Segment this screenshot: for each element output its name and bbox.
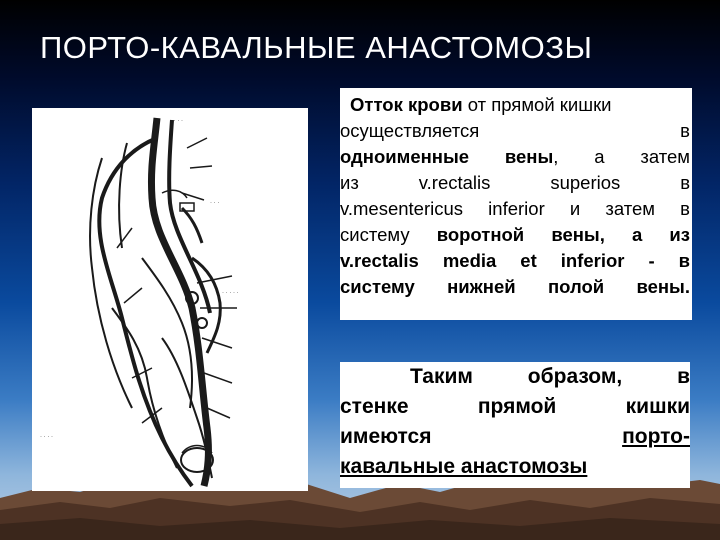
- p1-line-3: [340, 144, 690, 170]
- p1-text-4d: в: [680, 172, 691, 193]
- p1-text-1: от прямой кишки: [462, 94, 612, 115]
- anatomy-illustration: [32, 108, 308, 491]
- veins-drawing: [32, 108, 308, 491]
- paragraph-blood-outflow: [340, 92, 690, 300]
- p1-line-8: систему нижней полой вены.: [340, 276, 690, 297]
- p1-text-2b: в: [680, 120, 690, 141]
- p1-text-4c: superios: [550, 172, 621, 193]
- p1-line-7: v.rectalis media et inferior - в: [340, 250, 690, 271]
- p1-line-2: [340, 118, 690, 144]
- p1-text-5b: и затем в: [544, 198, 690, 219]
- svg-text:· · ·: · · ·: [210, 200, 220, 206]
- p1-line-4: [340, 170, 690, 196]
- p2-underlined-porto: порто-: [622, 425, 690, 448]
- p1-text-4a: из: [340, 172, 359, 193]
- p1-text-4b: v.rectalis: [418, 172, 491, 193]
- p1-text-6c: , а из: [599, 224, 690, 245]
- p2-line-4: кавальные анастомозы: [340, 455, 588, 478]
- p1-text-5a: v.mesentericus inferior: [340, 198, 545, 219]
- p1-line-1: [340, 92, 690, 118]
- p2-line-1: Таким образом, в: [410, 365, 690, 388]
- p1-text-6a: систему: [340, 224, 437, 245]
- p2-line-2: стенке прямой кишки: [340, 395, 690, 418]
- svg-text:· · · · ·: · · · · ·: [222, 290, 239, 296]
- p1-bold-outflow: Отток крови: [350, 94, 463, 115]
- svg-text:· · · ·: · · · ·: [170, 118, 183, 124]
- p1-text-3: , а затем: [553, 146, 690, 167]
- p2-text-3a: имеются: [340, 425, 432, 448]
- p1-line-6: [340, 222, 690, 248]
- p1-bold-veins: одноименные вены: [340, 146, 554, 167]
- paragraph-conclusion: [340, 362, 690, 488]
- p1-bold-portal: воротной вены: [436, 224, 600, 245]
- slide-title: ПОРТО-КАВАЛЬНЫЕ АНАСТОМОЗЫ: [40, 30, 593, 65]
- p1-text-2a: осуществляется: [340, 120, 480, 141]
- p1-line-5: [340, 196, 690, 222]
- p2-line-3: [340, 422, 690, 452]
- svg-text:· · · ·: · · · ·: [40, 434, 53, 440]
